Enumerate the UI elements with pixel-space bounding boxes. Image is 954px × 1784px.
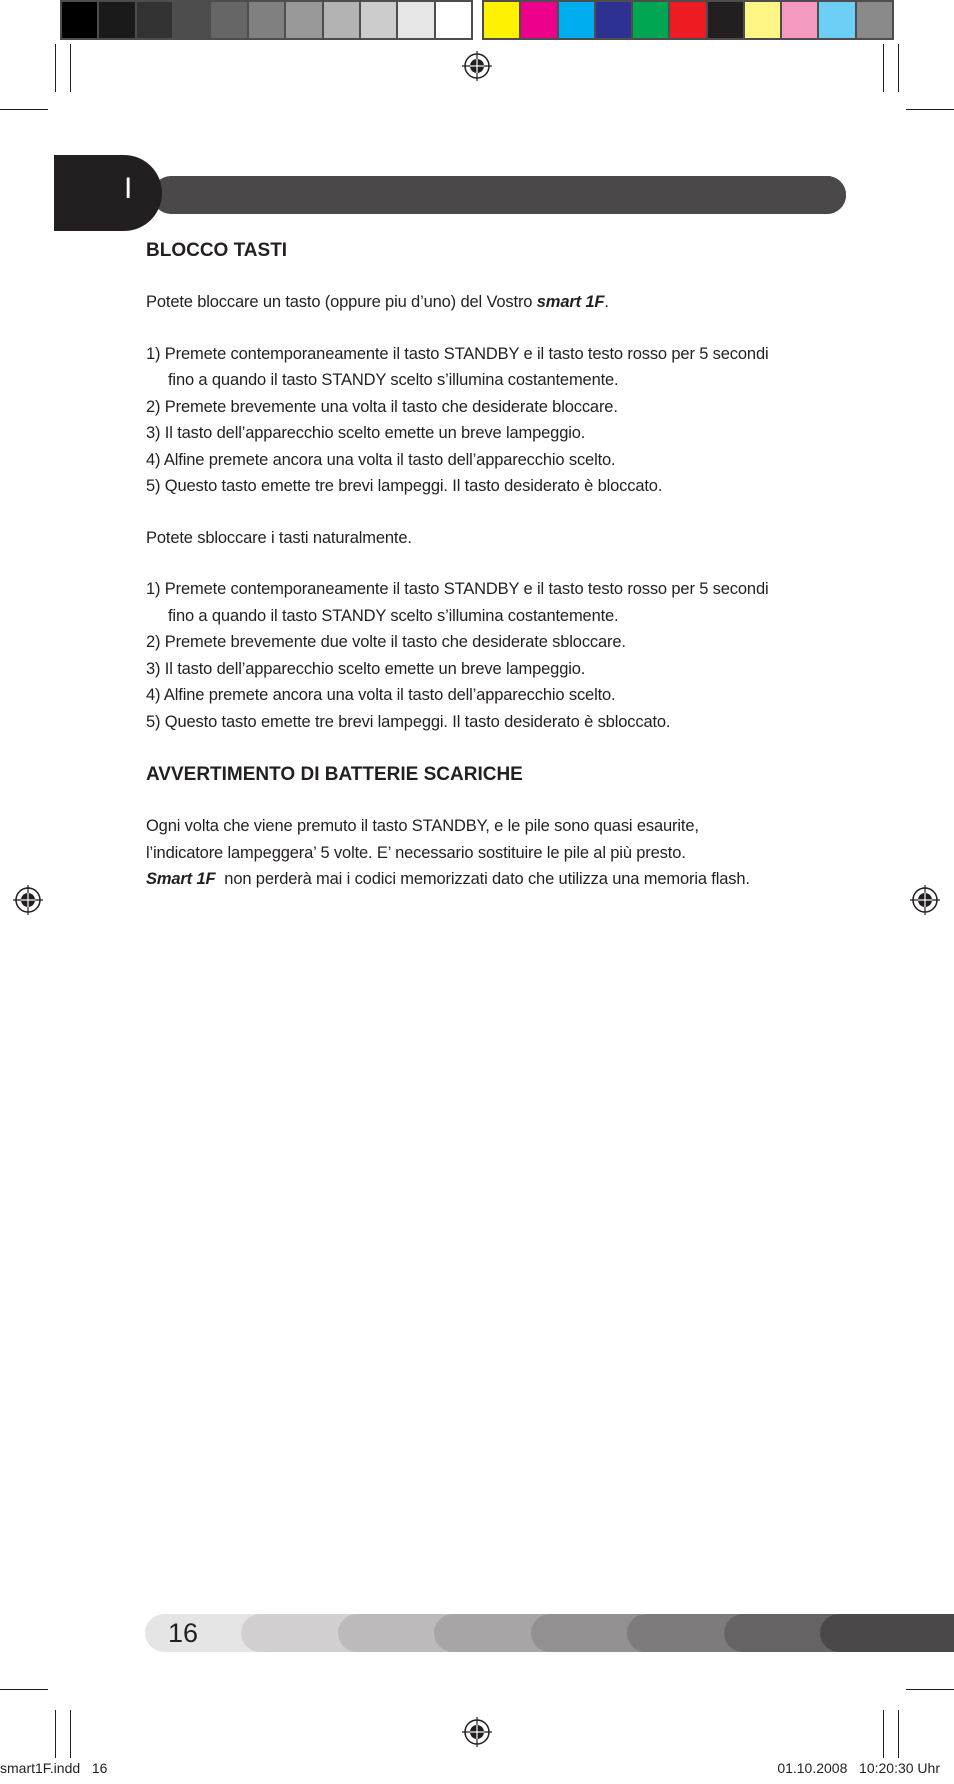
crop-mark [883,1710,884,1758]
color-swatch [398,2,433,38]
color-swatch [782,2,817,38]
registration-mark-icon [13,885,43,915]
color-swatch [633,2,668,38]
color-swatch [137,2,172,38]
list-item: 4) Alfine premete ancora una volta il tasto dell’apparecchio scelto. [146,686,616,704]
list-item: 5) Questo tasto emette tre brevi lampeggi. Il tasto desiderato è sbloccato. [146,712,671,731]
crop-mark [0,1689,48,1690]
cmyk-color-bar [482,0,894,40]
color-swatch [99,2,134,38]
chapter-letter: I [124,172,133,205]
color-swatch [286,2,321,38]
list-item: 1) Premete contemporaneamente il tasto STANDBY e il tasto testo rosso per 5 secondi fino a quando il tasto STANDY scelto s’illumina costantemente. [146,580,769,625]
registration-mark-icon [910,885,940,915]
unlock-intro: Potete sbloccare i tasti naturalmente. [146,528,412,547]
color-swatch [708,2,743,38]
color-swatch [670,2,705,38]
color-swatch [436,2,471,38]
battery-line-1: Ogni volta che viene premuto il tasto STANDBY, e le pile sono quasi esaurite, [146,817,699,835]
grayscale-color-bar [60,0,473,40]
footer-bar-end [840,1614,900,1652]
section-heading-batterie: AVVERTIMENTO DI BATTERIE SCARICHE [146,764,523,785]
color-swatch [484,2,519,38]
crop-mark [0,109,48,110]
section-heading-blocco-tasti: BLOCCO TASTI [146,240,288,261]
color-swatch [819,2,854,38]
chapter-tab [54,155,162,231]
color-swatch [249,2,284,38]
crop-mark [898,44,899,92]
slug-timestamp: 01.10.2008 10:20:30 Uhr [777,1760,940,1776]
color-swatch [559,2,594,38]
crop-mark [883,44,884,92]
list-item: 2) Premete brevemente una volta il tasto che desiderate bloccare. [146,397,618,416]
crop-mark [906,109,954,110]
list-item: 1) Premete contemporaneamente il tasto STANDBY e il tasto testo rosso per 5 secondi fino a quando il tasto STANDY scelto s’illumina costantemente. [146,344,769,389]
list-item: 3) Il tasto dell’apparecchio scelto emette un breve lampeggio. [146,659,586,678]
page-number: 16 [168,1618,199,1648]
crop-mark [70,1710,71,1758]
battery-line-3: Smart 1F non perderà mai i codici memorizzati dato che utilizza una memoria flash. [146,870,750,888]
color-swatch [521,2,556,38]
battery-line-2: l’indicatore lampeggera’ 5 volte. E’ necessario sostituire le pile al più presto. [146,843,686,862]
list-item: 5) Questo tasto emette tre brevi lampeggi. Il tasto desiderato è bloccato. [146,477,663,495]
unlock-steps-list [146,576,846,735]
crop-mark [55,44,56,92]
color-swatch [324,2,359,38]
crop-mark [70,44,71,92]
page-content [146,236,846,893]
registration-mark-icon [462,1717,492,1747]
color-swatch [361,2,396,38]
list-item: 3) Il tasto dell’apparecchio scelto emette un breve lampeggio. [146,424,586,442]
list-item: 2) Premete brevemente due volte il tasto che desiderate sbloccare. [146,633,626,651]
brand-name: smart 1F [536,293,605,311]
color-swatch [857,2,892,38]
brand-name: Smart 1F [146,870,216,888]
crop-mark [906,1689,954,1690]
color-swatch [745,2,780,38]
lock-steps-list [146,341,846,500]
color-swatch [174,2,209,38]
crop-mark [55,1710,56,1758]
crop-mark [898,1710,899,1758]
slug-file-info: smart1F.indd 16 [0,1760,108,1776]
color-swatch [211,2,246,38]
lock-intro: Potete bloccare un tasto (oppure piu d’uno) del Vostro smart 1F. [146,293,609,311]
color-swatch [596,2,631,38]
bar-segment [152,176,846,214]
registration-mark-icon [462,51,492,81]
color-swatch [62,2,97,38]
list-item: 4) Alfine premete ancora una volta il tasto dell’apparecchio scelto. [146,450,616,469]
